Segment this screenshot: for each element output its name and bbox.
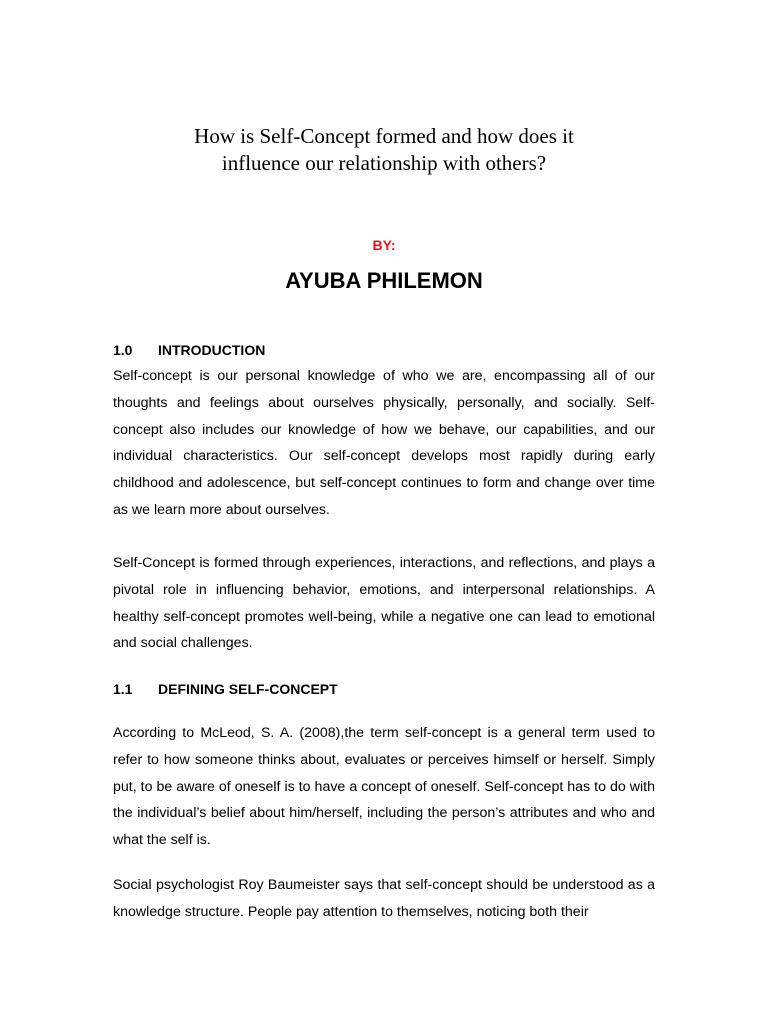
title-line-1: How is Self-Concept formed and how does it [194,124,574,148]
defining-paragraph-1: According to McLeod, S. A. (2008),the term self-concept is a general term used to refer to how someone thinks about, evaluates or perceives himself or herself. Simply put, to be aware of oneself is to have a concept of oneself. Self-concept has to do with the individual’s belief about him/herself, including the person’s attributes and who and what the self is. [113,725,655,849]
section-heading-defining [113,680,338,698]
author-name: AYUBA PHILEMON [285,268,483,293]
by-label: BY: [372,237,396,253]
intro-paragraph-2: Self-Concept is formed through experiences, interactions, and reflections, and plays a pivotal role in influencing behavior, emotions, and interpersonal relationships. A healthy self-concept promotes well-being, while a negative one can lead to emotional and social challenges. [113,555,655,652]
section-title: INTRODUCTION [158,342,266,358]
section-number: 1.1 [113,681,133,697]
section-number: 1.0 [113,342,133,358]
document-title [0,123,768,177]
section-title: DEFINING SELF-CONCEPT [158,681,338,697]
defining-paragraph-2: Social psychologist Roy Baumeister says that self-concept should be understood as a knowledge structure. People pay attention to themselves, noticing both their [113,877,655,920]
section-heading-introduction [113,341,265,359]
intro-paragraph-1: Self-concept is our personal knowledge of who we are, encompassing all of our thoughts and feelings about ourselves physically, personally, and socially. Self-concept also includes our knowledge of how we behave, our capabilities, and our individual characteristics. Our self-concept develops most rapidly during early childhood and adolescence, but self-concept continues to form and change over time as we learn more about ourselves. [113,368,655,518]
title-line-2: influence our relationship with others? [221,151,547,175]
